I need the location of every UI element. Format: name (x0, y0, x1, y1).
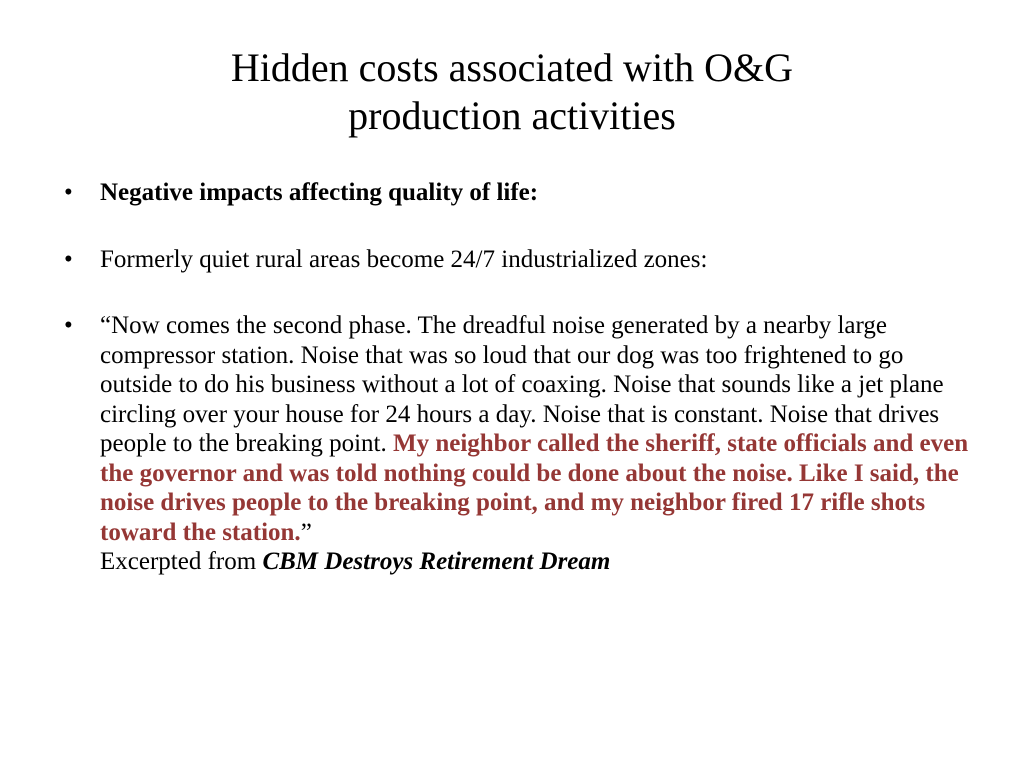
source-title: CBM Destroys Retirement Dream (262, 548, 611, 575)
bullet-item-quote (60, 311, 970, 577)
bullet-dot-icon: • (64, 245, 73, 273)
bullet-dot-icon: • (64, 179, 73, 206)
bullet-text: Formerly quiet rural areas become 24/7 industrialized zones: (100, 245, 708, 273)
slide-title-line-2: production activities (348, 93, 676, 138)
quote-text: “Now comes the second phase. The dreadful noise generated by a nearby large compressor station. Noise that was so loud that our dog was too frightened to go outside to do his business without a lot of coaxing. Noise that sounds like a jet plane circling over your house for 24 hours a day. Noise that is constant. Noise that drives people to the breaking point. (100, 312, 944, 457)
bullet-item-negative-impacts (60, 178, 970, 208)
quote-close-mark: ” (300, 518, 312, 546)
slide-title (60, 44, 964, 140)
quote-highlight: My neighbor called the sheriff, state officials and even the governor and was told nothing could be done about the noise. Like I said, the noise drives people to the breaking point, and my neighbor fired 17 rifle shots toward the station. (100, 430, 969, 546)
bullet-dot-icon: • (64, 312, 73, 339)
bullet-item-rural-areas (60, 245, 970, 275)
source-prefix: Excerpted from (100, 548, 263, 575)
slide-title-line-1: Hidden costs associated with O&G (230, 45, 794, 90)
bullet-list (60, 178, 970, 577)
bullet-text: Negative impacts affecting quality of life: (100, 179, 539, 206)
